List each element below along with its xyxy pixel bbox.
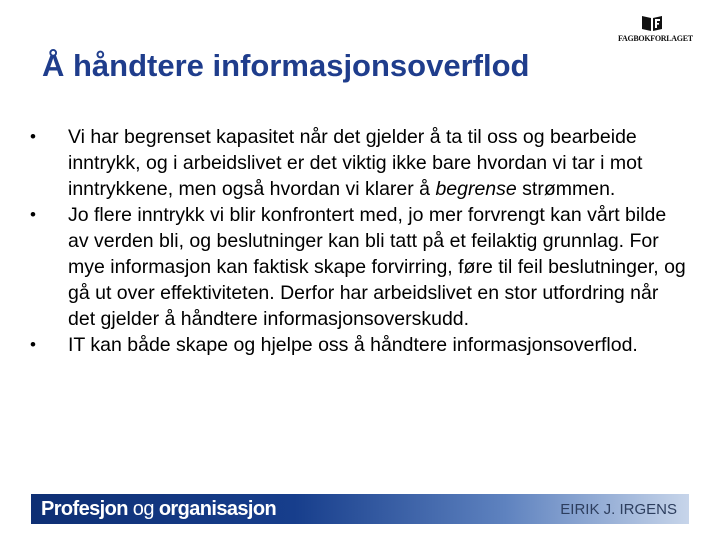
course-title [41,499,276,519]
logo-text: FAGBOKFORLAGET [618,34,693,43]
bullet-item [28,124,688,202]
bullet-marker: • [30,205,36,224]
bullet-item [28,332,688,358]
bullet-marker: • [30,335,36,354]
slide-title: Å håndtere informasjonsoverflod [42,48,530,83]
bullet-text: Jo flere inntrykk vi blir konfrontert med, jo mer forvrengt kan vårt bilde av verden bli, og beslutninger kan bli tatt på et feilaktig grunnlag. For mye informasjon kan faktisk skape forvirring, føre til feil beslutninger, og gå ut over effektiviteten. Derfor har arbeidslivet en stor utfordring når det gjelder å håndtere informasjonsoverskudd. [68,204,686,330]
bullet-emphasis: begrense [435,178,517,200]
author-name: EIRIK J. IRGENS [560,501,677,518]
course-title-part: Profesjon [41,498,128,520]
book-icon [640,14,664,32]
footer-banner [31,494,689,524]
course-title-conjunction: og [127,498,159,520]
bullet-text-end: strømmen. [516,178,616,200]
bullet-marker: • [30,127,36,146]
course-title-part: organisasjon [158,498,277,520]
bullet-list [28,124,688,358]
bullet-item [28,202,688,332]
bullet-text: IT kan både skape og hjelpe oss å håndtere informasjonsoverflod. [68,334,638,356]
publisher-logo [618,14,693,48]
bullet-text: Vi har begrenset kapasitet når det gjelder å ta til oss og bearbeide inntrykk, og i arbeidslivet er det viktig ikke bare hvordan vi tar i mot inntrykkene, men også hvordan vi klarer å [68,126,643,200]
